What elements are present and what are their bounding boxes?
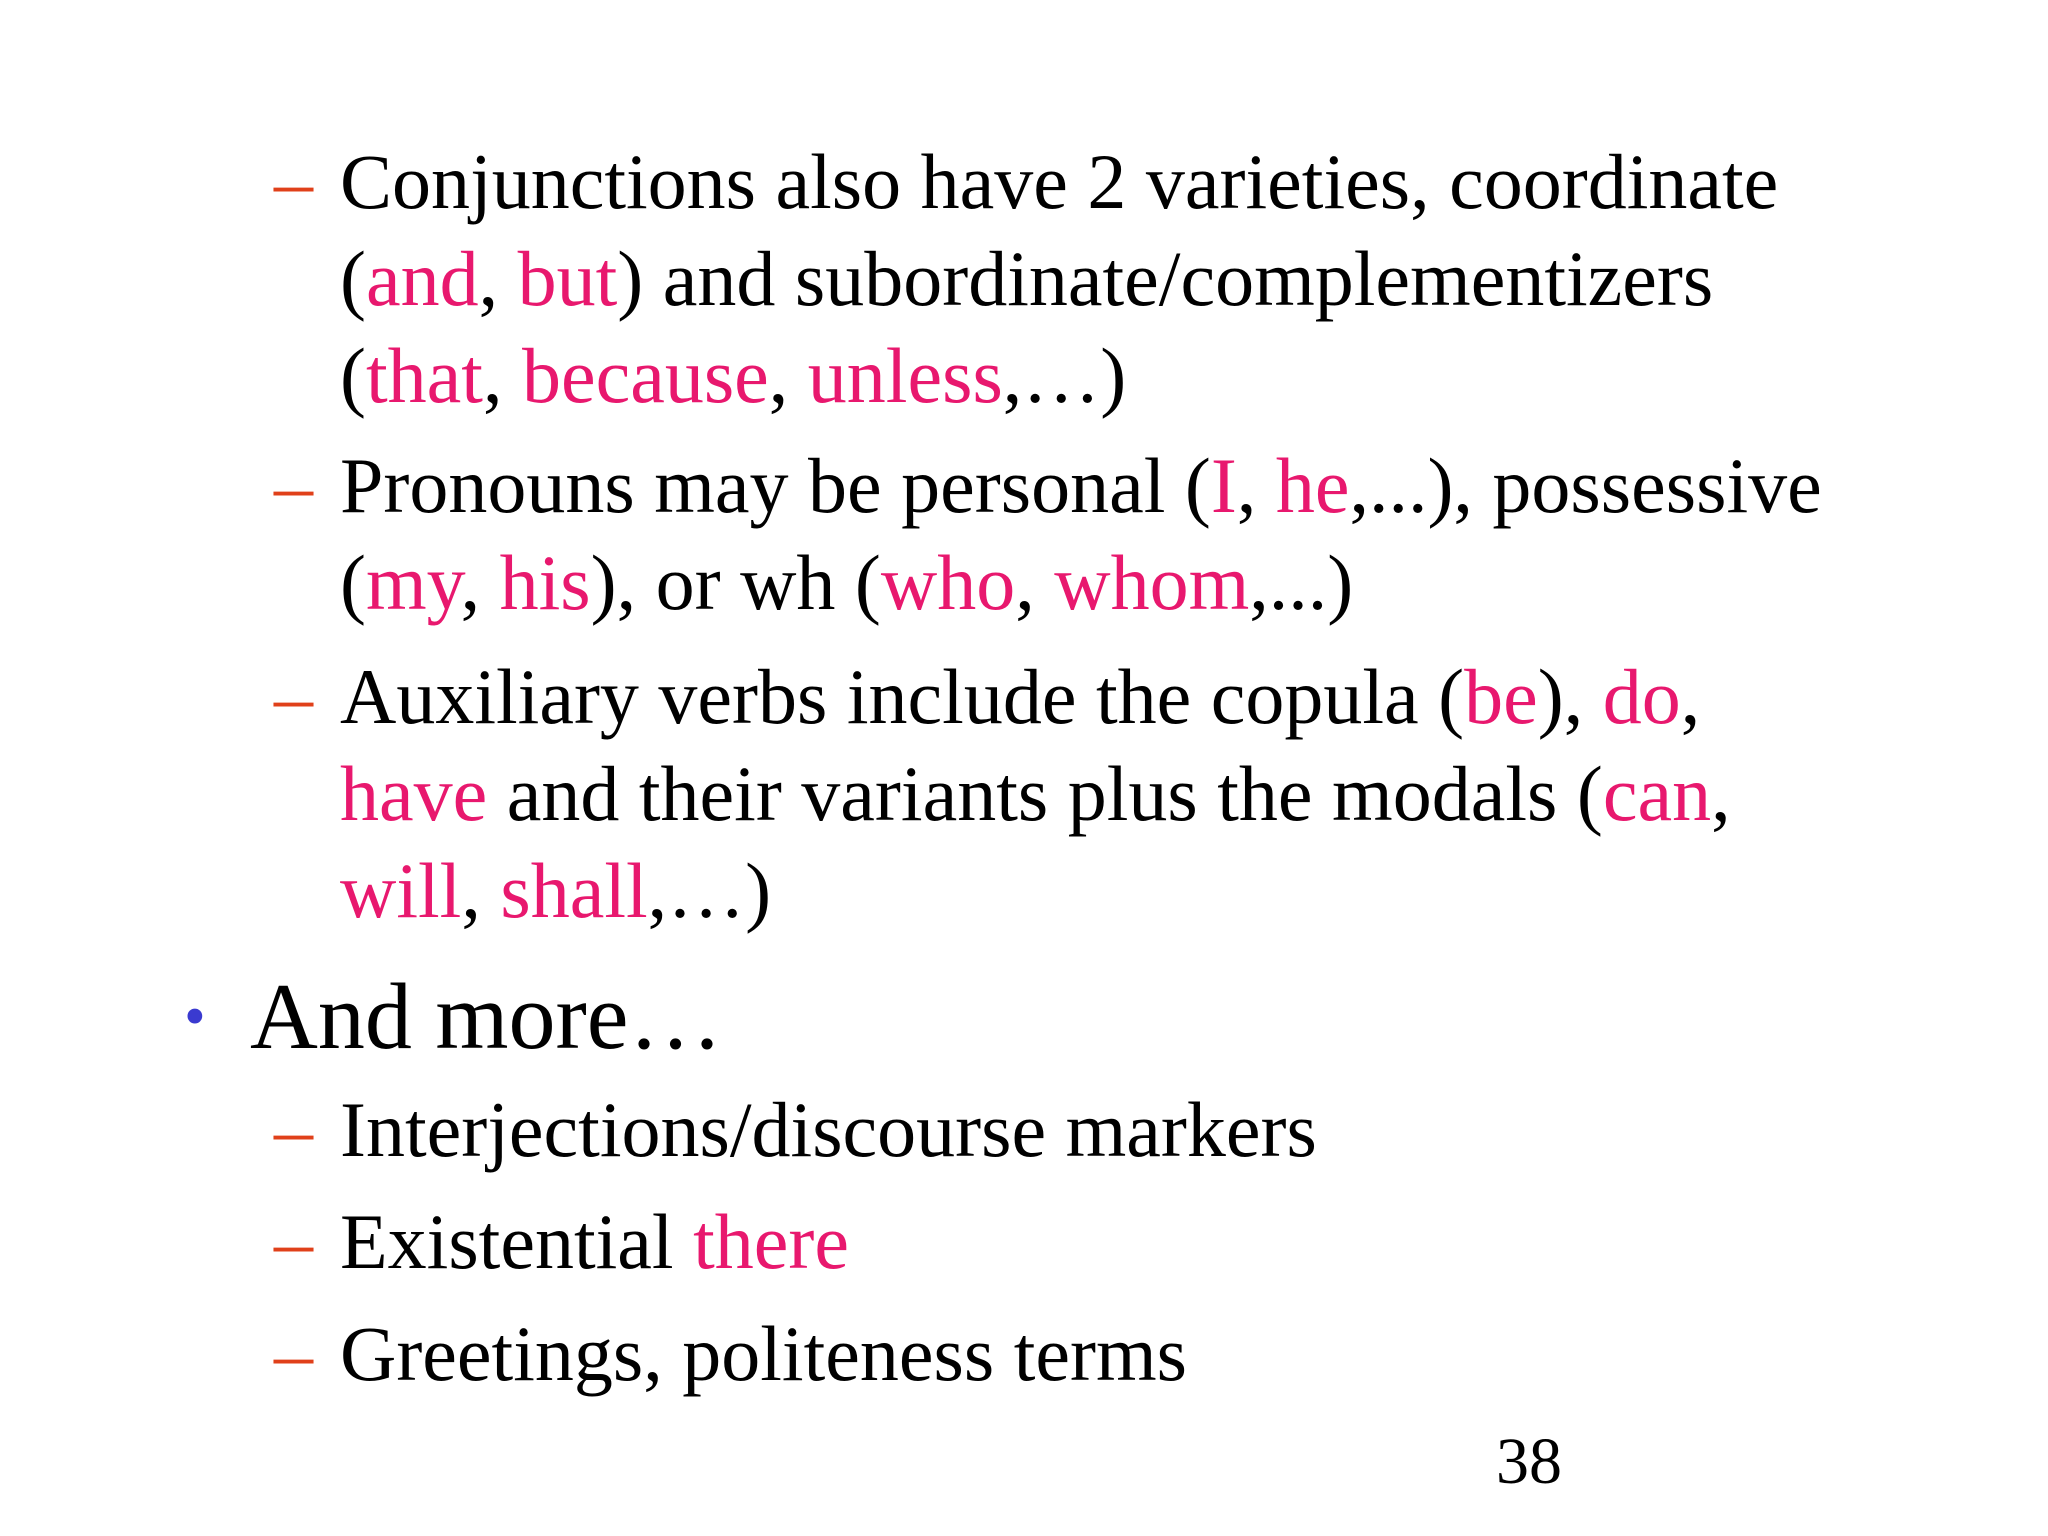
- text-line: [340, 1193, 1900, 1290]
- example-word: because: [521, 332, 769, 419]
- text-span: ,: [1680, 653, 1701, 740]
- dash-marker: –: [274, 138, 313, 225]
- text-span: (: [340, 332, 366, 419]
- text-span: ,: [768, 332, 808, 419]
- dash-marker: –: [274, 1086, 313, 1173]
- example-word: that: [365, 332, 483, 419]
- example-word: his: [499, 539, 591, 626]
- subitem-interjections: [274, 1081, 1900, 1178]
- text-span: Auxiliary verbs include the copula (: [340, 653, 1465, 740]
- text-line: [340, 745, 1900, 842]
- text-span: ,: [1236, 442, 1276, 529]
- text-span: ,…): [647, 847, 772, 934]
- subitem-pronouns: [274, 437, 1900, 631]
- bullet-text: And more…: [250, 965, 723, 1069]
- example-word: whom: [1054, 539, 1250, 626]
- text-line: [340, 1081, 1900, 1178]
- text-line: [340, 1305, 1900, 1402]
- text-line: [340, 534, 1900, 631]
- example-word: my: [365, 539, 461, 626]
- text-span: Existential: [340, 1198, 694, 1285]
- example-word: shall: [500, 847, 648, 934]
- text-line: [340, 648, 1900, 745]
- example-word: do: [1602, 653, 1681, 740]
- example-word: can: [1602, 750, 1712, 837]
- text-span: ,: [482, 332, 522, 419]
- text-span: ,: [1711, 750, 1731, 837]
- text-span: and their variants plus the modals (: [487, 750, 1603, 837]
- example-word: who: [880, 539, 1016, 626]
- text-span: ), or wh (: [590, 539, 881, 626]
- example-word: have: [340, 750, 488, 837]
- text-line: [340, 133, 1900, 230]
- example-word: but: [517, 235, 618, 322]
- bullet-and-more: [184, 962, 723, 1072]
- example-word: I: [1210, 442, 1237, 529]
- text-span: Interjections/discourse markers: [340, 1086, 1317, 1173]
- text-span: ,: [1015, 539, 1055, 626]
- text-span: (: [340, 539, 366, 626]
- page-number: 38: [1496, 1425, 1562, 1498]
- text-span: ,...), possessive: [1349, 442, 1822, 529]
- text-span: Conjunctions also have 2 varieties, coordinate: [340, 138, 1779, 225]
- subitem-greetings: [274, 1305, 1900, 1402]
- example-word: will: [340, 847, 462, 934]
- text-span: ),: [1537, 653, 1603, 740]
- example-word: there: [693, 1198, 849, 1285]
- text-span: ) and subordinate/complementizers: [617, 235, 1714, 322]
- text-span: ,: [460, 539, 500, 626]
- example-word: and: [365, 235, 479, 322]
- text-span: Greetings, politeness terms: [340, 1310, 1187, 1397]
- subitem-auxiliary-verbs: [274, 648, 1900, 939]
- text-line: [340, 230, 1900, 327]
- example-word: be: [1464, 653, 1538, 740]
- text-span: ,…): [1002, 332, 1127, 419]
- text-span: Pronouns may be personal (: [340, 442, 1211, 529]
- dash-marker: –: [274, 1198, 313, 1285]
- text-span: ,: [461, 847, 501, 934]
- example-word: he: [1275, 442, 1350, 529]
- dash-marker: –: [274, 653, 313, 740]
- text-line: [340, 842, 1900, 939]
- text-span: (: [340, 235, 366, 322]
- dash-marker: –: [274, 1310, 313, 1397]
- subitem-existential: [274, 1193, 1900, 1290]
- bullet-dot-icon: •: [184, 983, 206, 1051]
- text-span: ,: [478, 235, 518, 322]
- text-line: [340, 437, 1900, 534]
- example-word: unless: [807, 332, 1003, 419]
- dash-marker: –: [274, 442, 313, 529]
- text-span: ,...): [1249, 539, 1354, 626]
- text-line: [340, 327, 1900, 424]
- subitem-conjunctions: [274, 133, 1900, 424]
